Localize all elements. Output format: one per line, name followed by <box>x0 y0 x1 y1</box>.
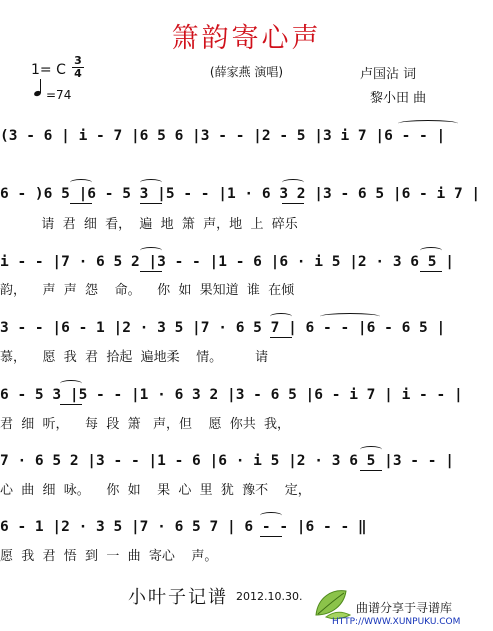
score-line-6-lyrics: 心 曲 细 咏。 你 如 果 心 里 犹 豫不 定， <box>0 483 311 498</box>
slur-mark <box>360 446 382 453</box>
slur-mark <box>420 247 442 254</box>
score-line-6-notes: 7 · 6 5 2 |3 - - |1 - 6 |6 · i 5 |2 · 3 6 5 |3 - - | <box>0 453 454 469</box>
score-line-5-notes: 6 - 5 3 |5 - - |1 · 6 3 2 |3 - 6 5 |6 - i 7 | i - - | <box>0 387 463 403</box>
score-line-7-lyrics: 愿 我 君 悟 到 一 曲 寄心 声。 <box>0 549 218 564</box>
score-line-1-notes: (3 - 6 | i - 7 |6 5 6 |3 - - |2 - 5 |3 i 7 |6 - - | <box>0 128 446 144</box>
score-line-7-notes: 6 - 1 |2 · 3 5 |7 · 6 5 7 | 6 - - |6 - - ‖ <box>0 519 367 535</box>
score-line-2-lyrics: 请 君 细 看， 遍 地 箫 声，地 上 碎乐 <box>0 217 298 232</box>
performer: (薛家燕 演唱) <box>209 65 284 79</box>
slur-mark <box>320 313 380 320</box>
slur-mark <box>282 179 304 186</box>
song-title: 箫韵寄心声 <box>171 23 322 54</box>
transcriber-signature: 小叶子记谱 <box>128 587 228 608</box>
beam-underline <box>420 271 442 272</box>
tempo: =74 <box>46 88 72 102</box>
slur-mark <box>70 179 92 186</box>
slur-mark <box>60 380 82 387</box>
score-line-2-notes: 6 - )6 5 |6 - 5 3 |5 - - |1 · 6 3 2 |3 - 6 5 |6 - i 7 | <box>0 186 481 202</box>
beam-underline <box>260 536 282 537</box>
beam-underline <box>70 203 92 204</box>
time-signature-bottom: 4 <box>74 67 82 80</box>
slur-mark <box>398 120 458 127</box>
beam-underline <box>140 271 162 272</box>
score-line-4-lyrics: 慕， 愿 我 君 拾起 遍地柔 情。 请 <box>0 350 269 365</box>
beam-underline <box>360 470 382 471</box>
beam-underline <box>60 404 82 405</box>
transcription-date: 2012.10.30. <box>236 590 303 603</box>
slur-mark <box>260 512 282 519</box>
time-signature-top: 3 <box>74 54 82 67</box>
slur-mark <box>140 179 162 186</box>
slur-mark <box>270 313 292 320</box>
beam-underline <box>270 337 292 338</box>
beam-underline <box>140 203 162 204</box>
score-line-3-lyrics: 韵， 声 声 怨 命。 你 如 果知道 谁 在倾 <box>0 283 295 298</box>
quarter-note-stem <box>40 79 41 93</box>
composer: 黎小田 曲 <box>370 91 427 106</box>
key-signature: 1= C <box>31 62 66 78</box>
score-line-5-lyrics: 君 细 听， 每 段 箫 声，但 愿 你共 我， <box>0 417 291 432</box>
score-line-4-notes: 3 - - |6 - 1 |2 · 3 5 |7 · 6 5 7 | 6 - - |6 - 6 5 | <box>0 320 446 336</box>
beam-underline <box>282 203 304 204</box>
site-url[interactable]: HTTP://WWW.XUNPUKU.COM <box>332 617 461 627</box>
site-name: 曲谱分享于寻谱库 <box>356 601 453 615</box>
score-line-3-notes: i - - |7 · 6 5 2 |3 - - |1 - 6 |6 · i 5 |2 · 3 6 5 | <box>0 254 454 270</box>
lyricist: 卢国沾 词 <box>360 67 417 82</box>
slur-mark <box>140 247 162 254</box>
